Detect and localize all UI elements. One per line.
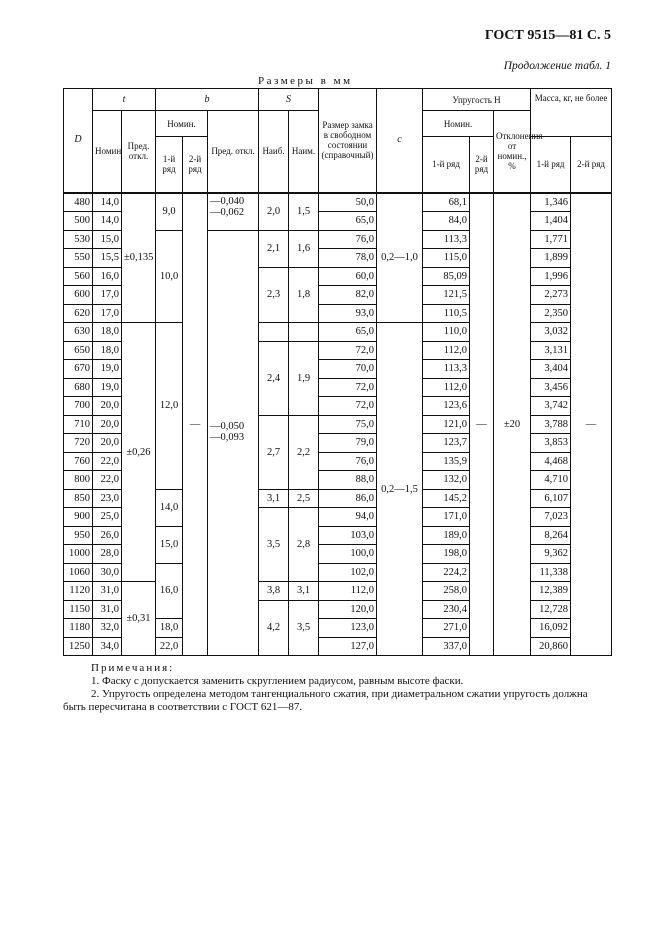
- cell-zamok: 120,0: [319, 600, 377, 619]
- col-t-nomin: [93, 111, 122, 193]
- cell-upr1: 84,0: [423, 212, 470, 231]
- cell-upr1: 121,0: [423, 415, 470, 434]
- col-S: S: [259, 89, 319, 111]
- cell-s-naib: 3,1: [259, 489, 289, 508]
- col-t: t: [93, 89, 156, 111]
- cell-zamok: 75,0: [319, 415, 377, 434]
- cell-d: 800: [64, 471, 93, 490]
- cell-s-naim: 1,5: [289, 193, 319, 231]
- cell-zamok: 88,0: [319, 471, 377, 490]
- cell-d: 500: [64, 212, 93, 231]
- upr-otkl-label: Отклонения от номин., %: [496, 131, 543, 172]
- rings-dimensions-table: [63, 88, 612, 656]
- col-b: b: [156, 89, 259, 111]
- cell-t: 15,0: [93, 230, 122, 249]
- cell-mass1: 3,404: [531, 360, 571, 379]
- cell-upr1: 189,0: [423, 526, 470, 545]
- cell-mass1: 16,092: [531, 619, 571, 638]
- cell-upr1: 113,3: [423, 360, 470, 379]
- cell-upr1: 112,0: [423, 378, 470, 397]
- cell-b-pred: —0,050 —0,093: [208, 230, 259, 656]
- cell-t: 23,0: [93, 489, 122, 508]
- notes-title: Примечания:: [91, 662, 175, 674]
- col-mass-row2: 2-й ряд: [571, 137, 612, 193]
- cell-c: 0,2—1,5: [377, 323, 423, 656]
- cell-t: 18,0: [93, 323, 122, 342]
- col-c: c: [377, 89, 423, 193]
- cell-b-pred: —0,040 —0,062: [208, 193, 259, 231]
- cell-mass1: 11,338: [531, 563, 571, 582]
- cell-s-naib: 3,8: [259, 582, 289, 601]
- cell-t: 17,0: [93, 286, 122, 305]
- cell-zamok: 127,0: [319, 637, 377, 656]
- cell-mass1: 3,742: [531, 397, 571, 416]
- cell-t: 26,0: [93, 526, 122, 545]
- cell-t: 30,0: [93, 563, 122, 582]
- t-pred-label: Пред. откл.: [127, 141, 150, 162]
- cell-zamok: 72,0: [319, 341, 377, 360]
- cell-zamok: 76,0: [319, 452, 377, 471]
- cell-zamok: 70,0: [319, 360, 377, 379]
- col-s-naim: Наим.: [289, 111, 319, 193]
- cell-upr2: —: [470, 193, 494, 656]
- col-s-naib: Наиб.: [259, 111, 289, 193]
- cell-upr1: 112,0: [423, 341, 470, 360]
- cell-zamok: 94,0: [319, 508, 377, 527]
- cell-upr1: 85,09: [423, 267, 470, 286]
- cell-b1: 15,0: [156, 526, 183, 563]
- cell-zamok: 50,0: [319, 193, 377, 212]
- cell-zamok: 60,0: [319, 267, 377, 286]
- cell-b1: 18,0: [156, 619, 183, 638]
- cell-upr1: 132,0: [423, 471, 470, 490]
- cell-s-naim: 1,8: [289, 267, 319, 323]
- col-D: D: [64, 89, 93, 193]
- cell-d: 560: [64, 267, 93, 286]
- cell-d: 530: [64, 230, 93, 249]
- cell-d: 850: [64, 489, 93, 508]
- cell-b1: 16,0: [156, 563, 183, 619]
- cell-mass1: 1,346: [531, 193, 571, 212]
- cell-d: 1000: [64, 545, 93, 564]
- cell-d: 670: [64, 360, 93, 379]
- col-uprugost: Упругость Н: [423, 89, 531, 111]
- cell-mass1: 7,023: [531, 508, 571, 527]
- cell-zamok: 65,0: [319, 323, 377, 342]
- cell-d: 1150: [64, 600, 93, 619]
- cell-b1: 12,0: [156, 323, 183, 490]
- cell-upr1: 198,0: [423, 545, 470, 564]
- cell-b1: 22,0: [156, 637, 183, 656]
- cell-mass1: 1,771: [531, 230, 571, 249]
- cell-s-naim: 1,6: [289, 230, 319, 267]
- cell-d: 720: [64, 434, 93, 453]
- cell-zamok: 102,0: [319, 563, 377, 582]
- cell-mass1: 20,860: [531, 637, 571, 656]
- cell-t: 19,0: [93, 378, 122, 397]
- cell-upr1: 230,4: [423, 600, 470, 619]
- cell-d: 760: [64, 452, 93, 471]
- note-1: 1. Фаску c допускается заменить скруглением радиусом, равным высоте фаски.: [91, 675, 464, 687]
- cell-upr1: 135,9: [423, 452, 470, 471]
- cell-t: 18,0: [93, 341, 122, 360]
- cell-s-naib: [259, 323, 289, 342]
- cell-t: 28,0: [93, 545, 122, 564]
- cell-d: 480: [64, 193, 93, 212]
- col-zamok: Размер замка в свободном состоянии (справочный): [319, 89, 377, 193]
- cell-d: 950: [64, 526, 93, 545]
- cell-upr1: 123,6: [423, 397, 470, 416]
- cell-t: 16,0: [93, 267, 122, 286]
- cell-upr1: 115,0: [423, 249, 470, 268]
- cell-zamok: 82,0: [319, 286, 377, 305]
- cell-d: 630: [64, 323, 93, 342]
- cell-t: 19,0: [93, 360, 122, 379]
- cell-s-naim: [289, 323, 319, 342]
- cell-mass1: 3,853: [531, 434, 571, 453]
- cell-upr1: 271,0: [423, 619, 470, 638]
- cell-upr1: 258,0: [423, 582, 470, 601]
- cell-d: 700: [64, 397, 93, 416]
- cell-mass1: 1,899: [531, 249, 571, 268]
- units-label: Размеры в мм: [258, 75, 353, 87]
- cell-t: 15,5: [93, 249, 122, 268]
- cell-s-naib: 2,0: [259, 193, 289, 231]
- cell-t-pred: ±0,135: [122, 193, 156, 323]
- cell-zamok: 123,0: [319, 619, 377, 638]
- cell-d: 1250: [64, 637, 93, 656]
- cell-zamok: 86,0: [319, 489, 377, 508]
- cell-s-naim: 3,5: [289, 600, 319, 656]
- col-b-row1: 1-й ряд: [156, 137, 183, 193]
- cell-mass1: 8,264: [531, 526, 571, 545]
- col-mass: Масса, кг, не более: [531, 89, 612, 137]
- cell-t: 22,0: [93, 452, 122, 471]
- cell-t: 34,0: [93, 637, 122, 656]
- cell-s-naib: 2,7: [259, 415, 289, 489]
- note-2: 2. Упругость определена методом тангенциального сжатия, при диаметральном сжатии упругость должна быть пересчитана в соответствии с ГОСТ 621—87.: [63, 688, 588, 713]
- cell-upr1: 145,2: [423, 489, 470, 508]
- cell-b1: 10,0: [156, 230, 183, 323]
- t-nomin-label: Номин: [95, 146, 122, 157]
- cell-mass1: 3,032: [531, 323, 571, 342]
- cell-upr1: 171,0: [423, 508, 470, 527]
- cell-d: 1120: [64, 582, 93, 601]
- cell-mass1: 12,728: [531, 600, 571, 619]
- cell-mass1: 4,468: [531, 452, 571, 471]
- table-row: [64, 193, 612, 212]
- cell-zamok: 72,0: [319, 397, 377, 416]
- cell-upr1: 110,0: [423, 323, 470, 342]
- cell-d: 1180: [64, 619, 93, 638]
- cell-t: 32,0: [93, 619, 122, 638]
- cell-zamok: 65,0: [319, 212, 377, 231]
- col-mass-row1: 1-й ряд: [531, 137, 571, 193]
- col-upr-otkl: [494, 111, 543, 193]
- col-upr-row2: 2-й ряд: [470, 137, 494, 193]
- cell-mass1: 4,710: [531, 471, 571, 490]
- cell-s-naim: 2,8: [289, 508, 319, 582]
- col-b-row2: 2-й ряд: [183, 137, 208, 193]
- cell-mass1: 2,350: [531, 304, 571, 323]
- cell-upr1: 68,1: [423, 193, 470, 212]
- cell-c: 0,2—1,0: [377, 193, 423, 323]
- cell-t: 25,0: [93, 508, 122, 527]
- cell-t: 14,0: [93, 193, 122, 212]
- cell-s-naib: 3,5: [259, 508, 289, 582]
- cell-zamok: 93,0: [319, 304, 377, 323]
- cell-zamok: 78,0: [319, 249, 377, 268]
- table-continuation-label: Продолжение табл. 1: [503, 60, 611, 72]
- cell-zamok: 76,0: [319, 230, 377, 249]
- cell-s-naib: 4,2: [259, 600, 289, 656]
- col-b-pred: Пред. откл.: [208, 111, 259, 193]
- cell-upr1: 121,5: [423, 286, 470, 305]
- cell-b1: 14,0: [156, 489, 183, 526]
- cell-d: 600: [64, 286, 93, 305]
- cell-t: 31,0: [93, 600, 122, 619]
- cell-mass1: 6,107: [531, 489, 571, 508]
- col-upr-nomin: Номин.: [423, 111, 494, 137]
- cell-d: 900: [64, 508, 93, 527]
- cell-d: 620: [64, 304, 93, 323]
- cell-t-pred: ±0,31: [122, 582, 156, 656]
- cell-mass1: 2,273: [531, 286, 571, 305]
- cell-t: 20,0: [93, 415, 122, 434]
- cell-zamok: 72,0: [319, 378, 377, 397]
- cell-t: 20,0: [93, 434, 122, 453]
- cell-s-naim: 1,9: [289, 341, 319, 415]
- page-header: ГОСТ 9515—81 С. 5: [484, 28, 611, 43]
- col-b-nomin: Номин.: [156, 111, 208, 137]
- cell-upr1: 123,7: [423, 434, 470, 453]
- cell-s-naim: 2,5: [289, 489, 319, 508]
- cell-mass1: 1,996: [531, 267, 571, 286]
- cell-upr1: 337,0: [423, 637, 470, 656]
- cell-d: 550: [64, 249, 93, 268]
- cell-t: 17,0: [93, 304, 122, 323]
- col-upr-row1: 1-й ряд: [423, 137, 470, 193]
- cell-zamok: 103,0: [319, 526, 377, 545]
- cell-mass1: 3,131: [531, 341, 571, 360]
- cell-t: 31,0: [93, 582, 122, 601]
- cell-b2: —: [183, 193, 208, 656]
- cell-s-naim: 3,1: [289, 582, 319, 601]
- cell-mass1: 3,788: [531, 415, 571, 434]
- cell-mass1: 9,362: [531, 545, 571, 564]
- cell-d: 710: [64, 415, 93, 434]
- cell-t: 22,0: [93, 471, 122, 490]
- cell-s-naib: 2,3: [259, 267, 289, 323]
- cell-zamok: 79,0: [319, 434, 377, 453]
- cell-s-naim: 2,2: [289, 415, 319, 489]
- cell-b1: 9,0: [156, 193, 183, 231]
- cell-s-naib: 2,1: [259, 230, 289, 267]
- cell-zamok: 100,0: [319, 545, 377, 564]
- cell-t-pred: ±0,26: [122, 323, 156, 582]
- cell-s-naib: 2,4: [259, 341, 289, 415]
- cell-upr1: 110,5: [423, 304, 470, 323]
- cell-mass1: 3,456: [531, 378, 571, 397]
- cell-mass1: 1,404: [531, 212, 571, 231]
- notes: [63, 662, 611, 714]
- cell-d: 1060: [64, 563, 93, 582]
- cell-zamok: 112,0: [319, 582, 377, 601]
- cell-mass2: —: [571, 193, 612, 656]
- cell-upr1: 113,3: [423, 230, 470, 249]
- cell-mass1: 12,389: [531, 582, 571, 601]
- cell-t: 14,0: [93, 212, 122, 231]
- cell-d: 680: [64, 378, 93, 397]
- cell-upr1: 224,2: [423, 563, 470, 582]
- cell-otkl: ±20: [494, 193, 531, 656]
- cell-d: 650: [64, 341, 93, 360]
- cell-t: 20,0: [93, 397, 122, 416]
- col-t-pred: [122, 111, 156, 193]
